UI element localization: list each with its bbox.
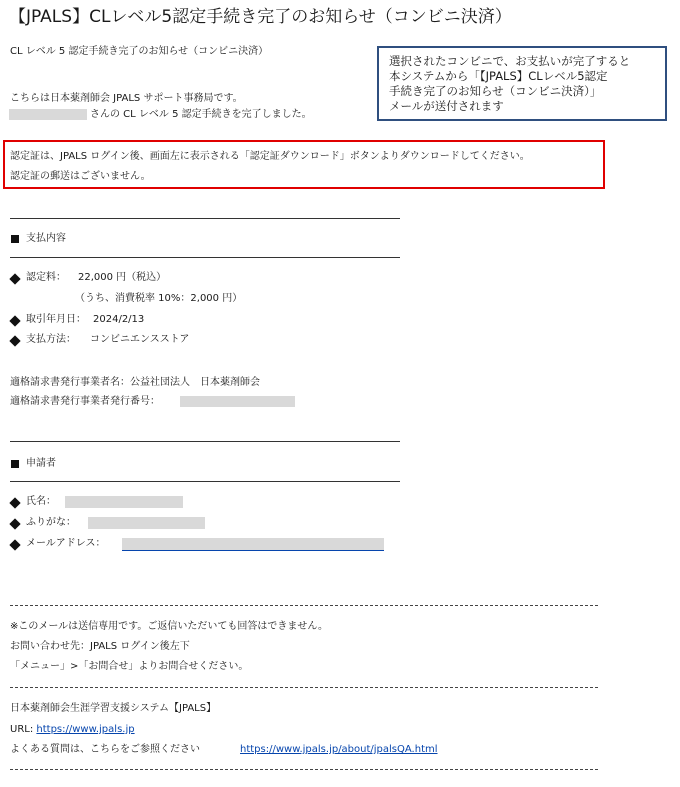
jpals-url-link[interactable]: https://www.jpals.jp	[36, 724, 135, 735]
callout-line: 本システムから「【JPALS】CLレベル5認定	[389, 69, 608, 83]
noreply-notice: ※このメールは送信専用です。ご返信いただいても回答はできません。	[10, 621, 328, 632]
diamond-bullet-icon	[9, 315, 20, 326]
redacted-name	[9, 109, 87, 120]
section-divider	[10, 257, 400, 258]
url-label: URL:	[10, 724, 37, 735]
url-line	[10, 723, 135, 737]
diamond-bullet-icon	[9, 539, 20, 550]
contact-line-1: お問い合わせ先：JPALS ログイン後左下	[10, 641, 190, 652]
callout-line: メールが送付されます	[389, 99, 504, 113]
date-label: 取引年月日：	[26, 314, 86, 325]
tax-note: （うち、消費税率 10%：2,000 円）	[75, 293, 243, 304]
method-label: 支払方法：	[26, 334, 76, 345]
diamond-bullet-icon	[9, 335, 20, 346]
certificate-notice-1: 認定証は、JPALS ログイン後、画面左に表示される「認定証ダウンロード」ボタンよりダウンロードしてください。	[10, 151, 530, 162]
kana-label: ふりがな：	[26, 517, 76, 528]
faq-link-wrap	[240, 743, 438, 757]
issuer-number-label: 適格請求書発行事業者発行番号：	[10, 396, 160, 407]
section-divider	[10, 441, 400, 442]
diamond-bullet-icon	[9, 273, 20, 284]
email-label: メールアドレス：	[26, 538, 106, 549]
subject-line: CL レベル 5 認定手続き完了のお知らせ（コンビニ決済）	[10, 46, 269, 57]
footer-divider	[10, 769, 598, 770]
date-value: 2024/2/13	[93, 314, 145, 325]
redacted-issuer-number	[180, 396, 295, 407]
footer-divider	[10, 687, 598, 688]
diamond-bullet-icon	[9, 518, 20, 529]
faq-url-link[interactable]: https://www.jpals.jp/about/jpalsQA.html	[240, 744, 438, 755]
faq-text: よくある質問は、こちらをご参照ください	[10, 744, 200, 755]
redacted-kana-value	[88, 517, 205, 529]
annotation-callout	[377, 46, 667, 121]
redacted-email-link[interactable]	[122, 538, 384, 551]
greeting-text: こちらは日本薬剤師会 JPALS サポート事務局です。	[10, 93, 243, 104]
issuer-name: 適格請求書発行事業者名：公益社団法人 日本薬剤師会	[10, 377, 260, 388]
callout-line: 手続き完了のお知らせ（コンビニ決済）」	[389, 84, 602, 98]
system-name: 日本薬剤師会生涯学習支援システム【JPALS】	[10, 703, 217, 714]
payment-heading: 支払内容	[26, 233, 66, 244]
certificate-notice-2: 認定証の郵送はございません。	[10, 171, 151, 182]
fee-value: 22,000 円（税込）	[78, 272, 167, 283]
method-value: コンビニエンスストア	[90, 334, 190, 345]
footer-divider	[10, 605, 598, 606]
square-bullet-icon	[11, 235, 19, 243]
redacted-name-value	[65, 496, 183, 508]
name-label: 氏名：	[26, 496, 56, 507]
completed-text: さんの CL レベル 5 認定手続きを完了しました。	[90, 109, 312, 120]
email-title: 【JPALS】CLレベル5認定手続き完了のお知らせ（コンビニ決済）	[9, 7, 512, 27]
section-divider	[10, 218, 400, 219]
contact-line-2: 「メニュー」>「お問合せ」よりお問合せください。	[10, 661, 249, 672]
diamond-bullet-icon	[9, 497, 20, 508]
applicant-heading: 申請者	[26, 458, 56, 469]
section-divider	[10, 481, 400, 482]
callout-line: 選択されたコンビニで、お支払いが完了すると	[389, 54, 631, 68]
fee-label: 認定料：	[26, 272, 66, 283]
square-bullet-icon	[11, 460, 19, 468]
